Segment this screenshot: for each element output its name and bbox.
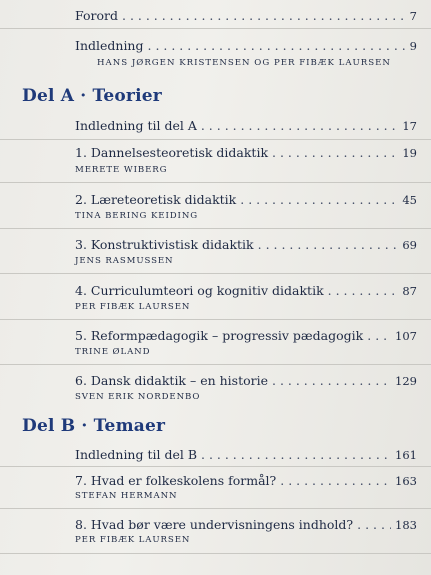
leader-dots <box>148 38 406 53</box>
leader-dots <box>201 118 399 133</box>
leader-dots <box>328 283 399 298</box>
toc-author: MERETE WIBERG <box>75 165 168 175</box>
leader-dots <box>258 237 399 252</box>
toc-author: TRINE ØLAND <box>75 347 151 357</box>
toc-entry-title: Forord <box>75 8 118 23</box>
toc-entry-forord[interactable] <box>75 8 417 23</box>
toc-entry-chapter-3[interactable] <box>75 237 417 252</box>
divider <box>0 182 431 183</box>
toc-entry-title: 4. Curriculumteori og kognitiv didaktik <box>75 283 324 298</box>
toc-page-number: 161 <box>395 448 417 462</box>
divider <box>0 273 431 274</box>
toc-entry-title: 8. Hvad bør være undervisningens indhold? <box>75 517 354 532</box>
leader-dots <box>367 328 391 343</box>
leader-dots <box>272 373 391 388</box>
divider <box>0 364 431 365</box>
toc-entry-intro-b[interactable] <box>75 447 417 462</box>
toc-entry-chapter-5[interactable] <box>75 328 417 343</box>
toc-entry-title: Indledning til del A <box>75 118 197 133</box>
toc-entry-chapter-7[interactable] <box>75 473 417 488</box>
toc-entry-title: Indledning til del B <box>75 447 198 462</box>
section-heading-part-a: Del A · Teorier <box>22 86 162 106</box>
toc-page-number: 17 <box>402 119 417 133</box>
toc-author: PER FIBÆK LAURSEN <box>75 302 191 312</box>
toc-entry-title: 7. Hvad er folkeskolens formål? <box>75 473 277 488</box>
toc-entry-title: 2. Læreteoretisk didaktik <box>75 192 237 207</box>
toc-page-number: 19 <box>402 146 417 160</box>
divider <box>0 319 431 320</box>
toc-author: HANS JØRGEN KRISTENSEN OG PER FIBÆK LAURSEN <box>97 58 391 68</box>
toc-entry-title: 1. Dannelsesteoretisk didaktik <box>75 145 269 160</box>
toc-entry-title: 3. Konstruktivistisk didaktik <box>75 237 254 252</box>
toc-entry-chapter-1[interactable] <box>75 145 417 160</box>
leader-dots <box>122 8 406 23</box>
divider <box>0 28 431 29</box>
toc-page-number: 9 <box>409 39 417 53</box>
leader-dots <box>201 447 391 462</box>
toc-page-number: 129 <box>395 374 417 388</box>
divider <box>0 508 431 509</box>
toc-entry-chapter-2[interactable] <box>75 192 417 207</box>
toc-entry-intro-a[interactable] <box>75 118 417 133</box>
toc-entry-chapter-8[interactable] <box>75 517 417 532</box>
divider <box>0 466 431 467</box>
toc-page-number: 7 <box>409 9 417 23</box>
toc-author: STEFAN HERMANN <box>75 491 178 501</box>
toc-entry-indledning[interactable] <box>75 38 417 53</box>
section-heading-part-b: Del B · Temaer <box>22 416 166 436</box>
divider <box>0 228 431 229</box>
leader-dots <box>280 473 391 488</box>
toc-author: JENS RASMUSSEN <box>75 256 174 266</box>
toc-page-number: 45 <box>402 193 417 207</box>
toc-author: TINA BERING KEIDING <box>75 211 199 221</box>
toc-page-number: 183 <box>395 518 417 532</box>
toc-author: SVEN ERIK NORDENBO <box>75 392 201 402</box>
toc-entry-chapter-4[interactable] <box>75 283 417 298</box>
divider <box>0 139 431 140</box>
toc-page-number: 87 <box>402 284 417 298</box>
toc-author: PER FIBÆK LAURSEN <box>75 535 191 545</box>
divider <box>0 553 431 554</box>
toc-entry-title: 6. Dansk didaktik – en historie <box>75 373 269 388</box>
toc-page-number: 69 <box>402 238 417 252</box>
toc-page-number: 163 <box>395 474 417 488</box>
leader-dots <box>240 192 398 207</box>
leader-dots <box>357 517 391 532</box>
toc-entry-chapter-6[interactable] <box>75 373 417 388</box>
toc-page-number: 107 <box>395 329 417 343</box>
toc-entry-title: 5. Reformpædagogik – progressiv pædagogik <box>75 328 364 343</box>
toc-entry-title: Indledning <box>75 38 144 53</box>
leader-dots <box>272 145 398 160</box>
